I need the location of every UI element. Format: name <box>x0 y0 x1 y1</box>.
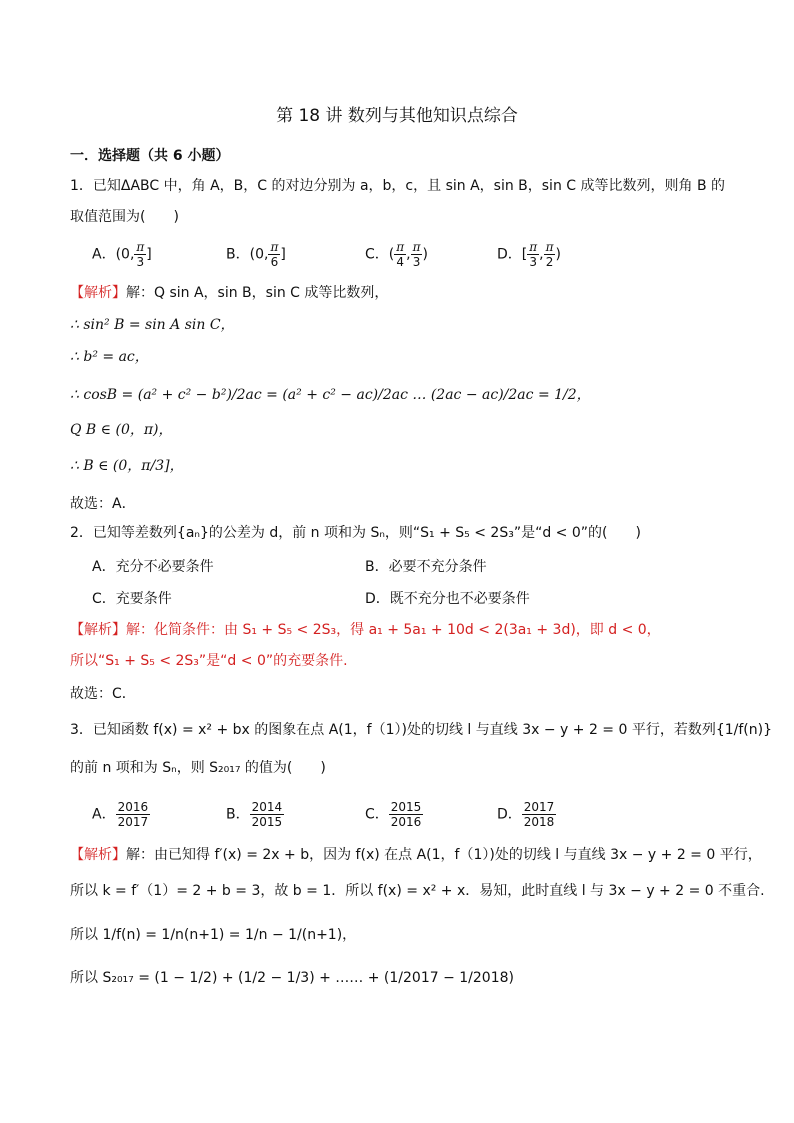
q2-option-b[interactable]: B．必要不充分条件 <box>365 559 487 575</box>
analysis-tag: 【解析】 <box>70 622 126 638</box>
q3-option-b[interactable]: B． $\frac{2014}{2015}$ <box>226 800 283 829</box>
q3-option-d[interactable]: D． $\frac{2017}{2018}$ <box>497 800 555 829</box>
q1-answer: 故选：A． <box>70 496 136 512</box>
question-1-line-2: 取值范围为( ) <box>70 209 179 225</box>
q1-option-d[interactable]: D．[ $\frac{\pi}{3}$ , $\frac{\pi}{2}$ ) <box>497 240 561 269</box>
q2-analysis: 【解析】解：化简条件：由 S₁ + S₅ < 2S₃，得 a₁ + 5a₁ + 10d < 2(3a₁ + 3d)，即 d < 0， <box>70 622 661 638</box>
q1-option-a[interactable]: A．(0, $\frac{\pi}{3}$ ] <box>92 240 152 269</box>
question-2-line-1: 2．已知等差数列{aₙ}的公差为 d，前 n 项和为 Sₙ，则“S₁ + S₅ < 2S₃”是“d < 0”的( ) <box>70 525 641 541</box>
q3-step-3: 所以 S₂₀₁₇ = (1 − 1/2) + (1/2 − 1/3) + …… + (1/2017 − 1/2018) <box>70 970 514 986</box>
q1-analysis: 【解析】解：Q sin A，sin B，sin C 成等比数列， <box>70 285 389 301</box>
section-heading: 一．选择题（共 6 小题） <box>70 148 230 164</box>
q3-step-2: 所以 1/f(n) = 1/n(n+1) = 1/n − 1/(n+1)， <box>70 927 357 943</box>
analysis-tag: 【解析】 <box>70 285 126 301</box>
q1-step-5: ∴ B ∈ (0，π/3]， <box>70 458 184 474</box>
question-3-line-2: 的前 n 项和为 Sₙ，则 S₂₀₁₇ 的值为( ) <box>70 760 326 776</box>
q1-option-b[interactable]: B．(0, $\frac{\pi}{6}$ ] <box>226 240 286 269</box>
q3-option-a[interactable]: A． $\frac{2016}{2017}$ <box>92 800 149 829</box>
q2-option-a[interactable]: A．充分不必要条件 <box>92 559 214 575</box>
q1-step-3: ∴ cosB = (a² + c² − b²)/2ac = (a² + c² − ac)/2ac … (2ac − ac)/2ac = 1/2， <box>70 387 591 403</box>
question-1-line-1: 1．已知ΔABC 中，角 A，B，C 的对边分别为 a，b，c，且 sin A，sin B，sin C 成等比数列，则角 B 的 <box>70 178 725 194</box>
q1-step-4: Q B ∈ (0，π)， <box>70 422 173 438</box>
q2-conclusion: 所以“S₁ + S₅ < 2S₃”是“d < 0”的充要条件. <box>70 653 348 669</box>
q2-option-c[interactable]: C．充要条件 <box>92 591 172 607</box>
question-3-line-1: 3．已知函数 f(x) = x² + bx 的图象在点 A(1，f（1）)处的切线 l 与直线 3x − y + 2 = 0 平行，若数列{1/f(n)} <box>70 722 773 738</box>
q3-step-1: 所以 k = f′（1）= 2 + b = 3，故 b = 1．所以 f(x) = x² + x．易知，此时直线 l 与 3x − y + 2 = 0 不重合. <box>70 883 765 899</box>
q1-step-2: ∴ b² = ac， <box>70 349 149 365</box>
q2-answer: 故选：C． <box>70 686 136 702</box>
q1-option-c[interactable]: C．( $\frac{\pi}{4}$ , $\frac{\pi}{3}$ ) <box>365 240 428 269</box>
q1-step-1: ∴ sin² B = sin A sin C， <box>70 317 235 333</box>
q3-option-c[interactable]: C． $\frac{2015}{2016}$ <box>365 800 422 829</box>
q3-analysis: 【解析】解：由已知得 f′(x) = 2x + b，因为 f(x) 在点 A(1，f（1）)处的切线 l 与直线 3x − y + 2 = 0 平行， <box>70 847 762 863</box>
analysis-tag: 【解析】 <box>70 847 126 863</box>
page-title: 第 18 讲 数列与其他知识点综合 <box>276 106 518 126</box>
q2-option-d[interactable]: D．既不充分也不必要条件 <box>365 591 530 607</box>
